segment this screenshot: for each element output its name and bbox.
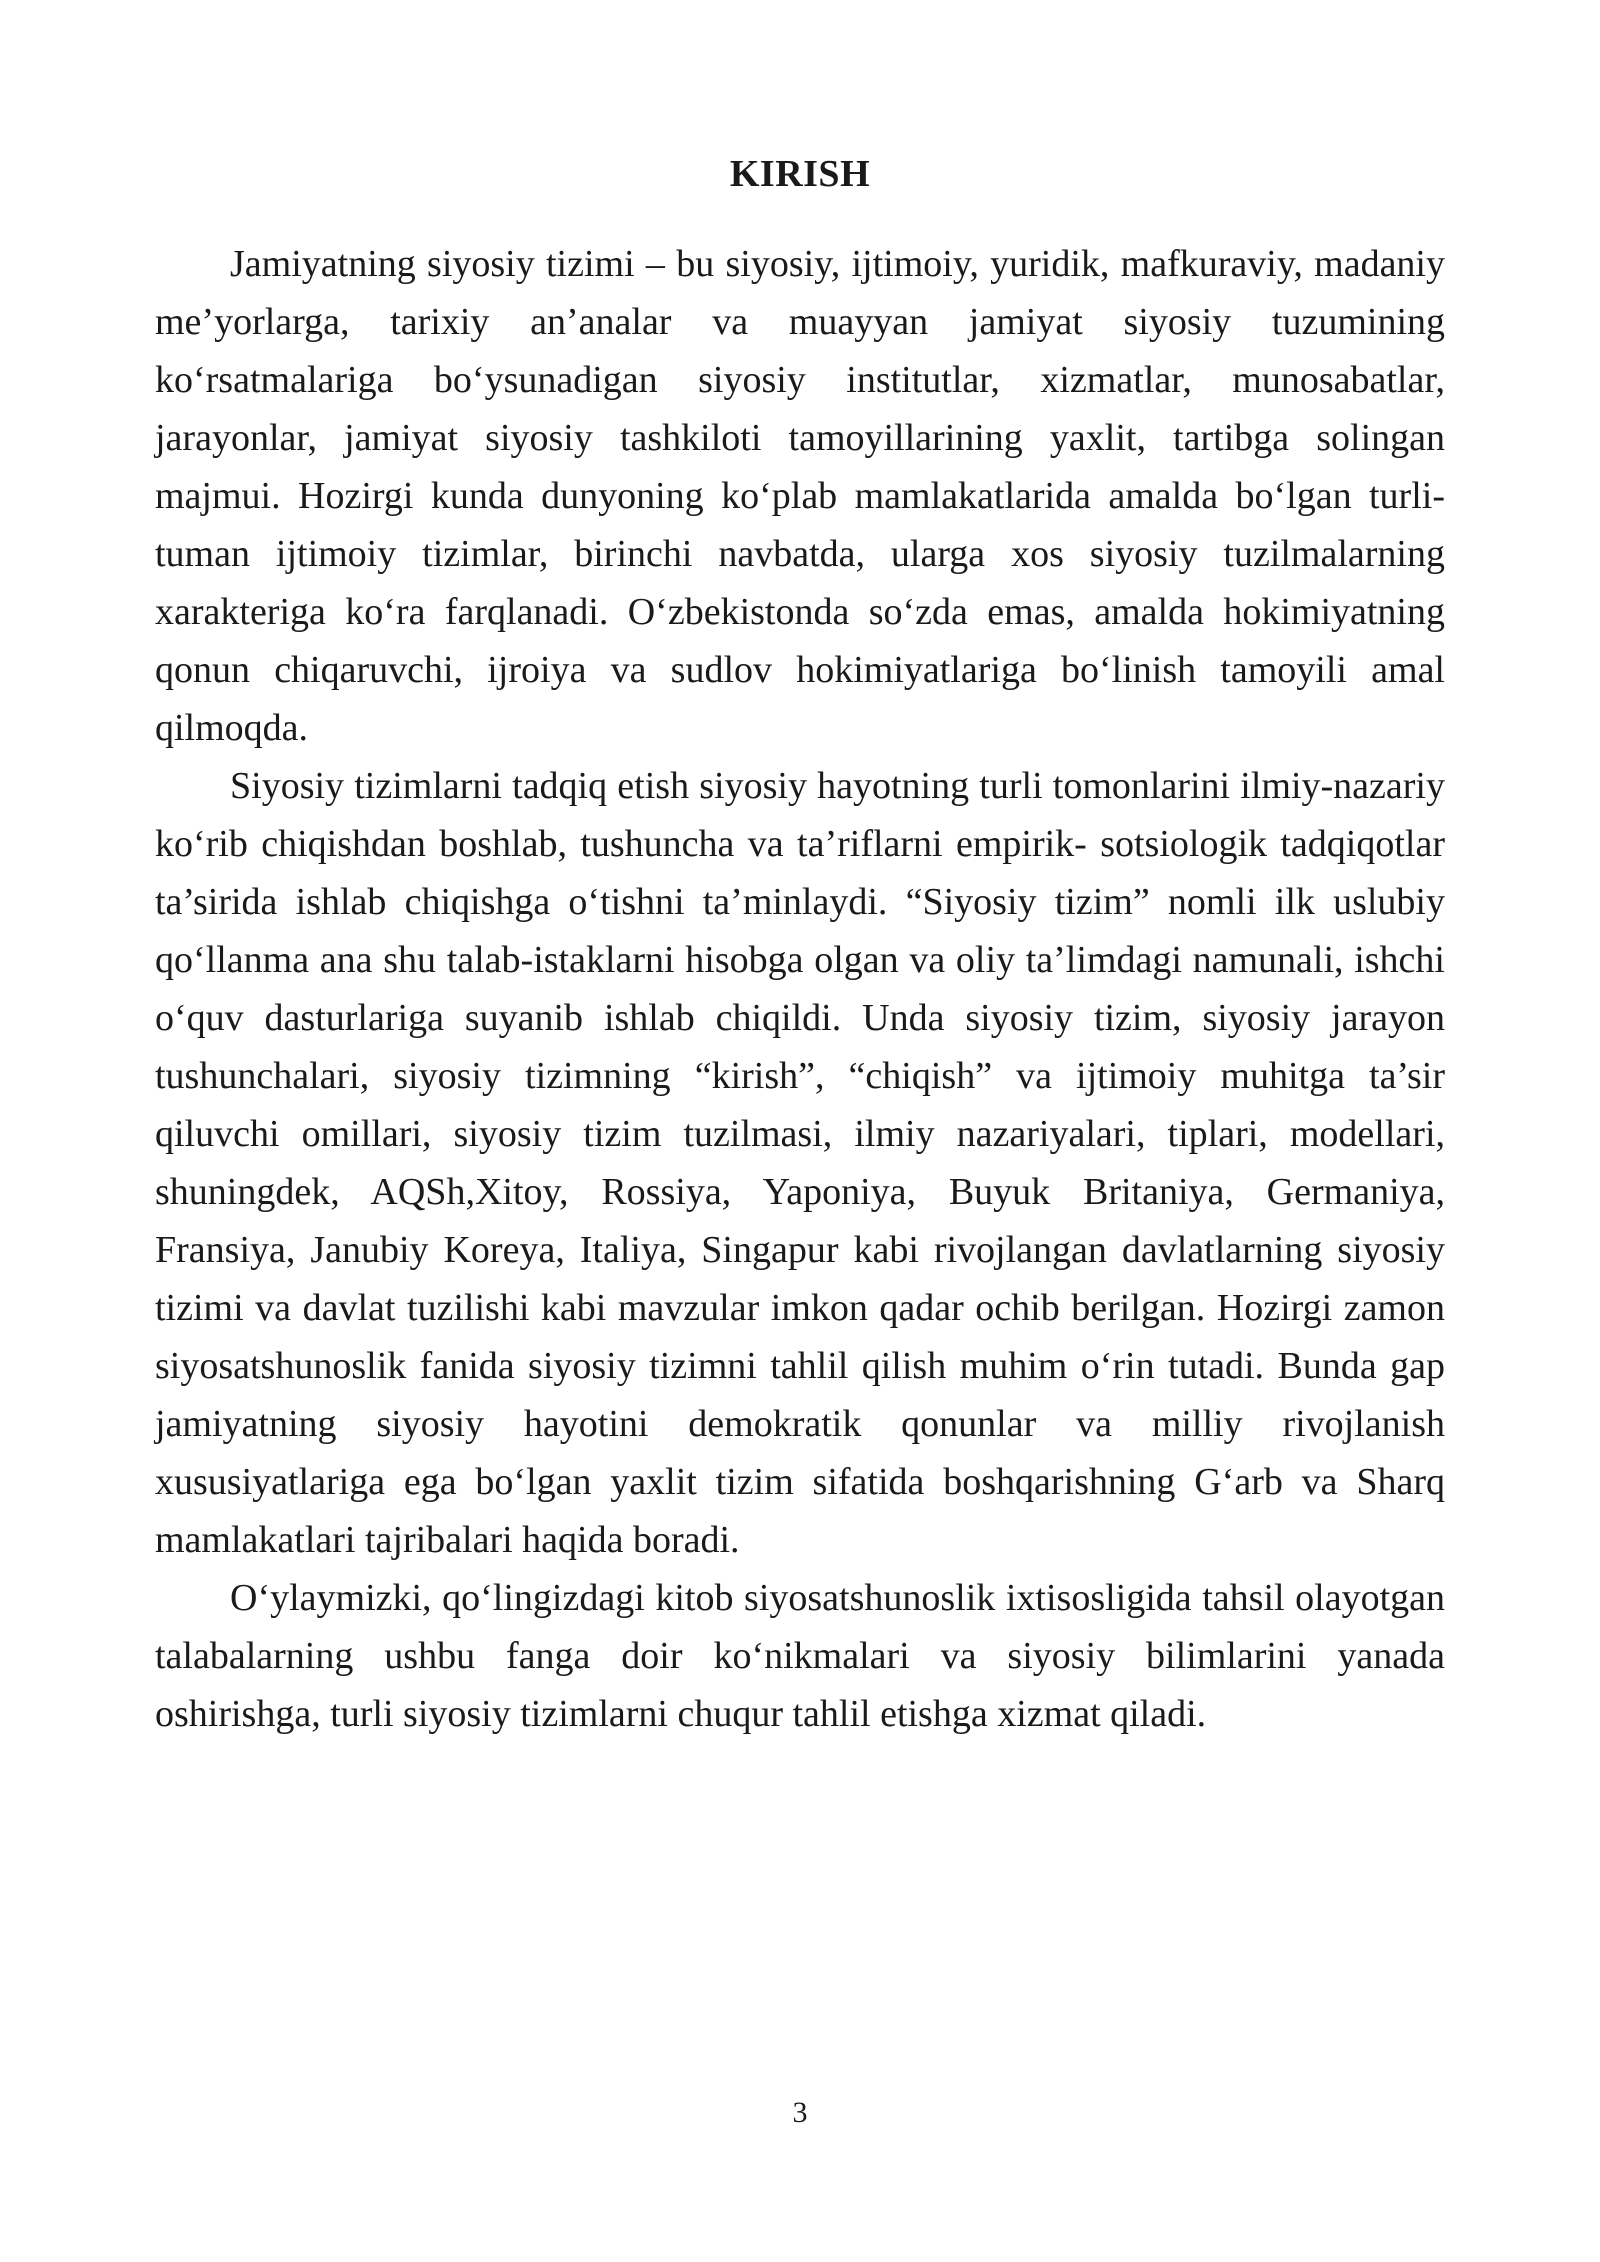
paragraph-2: Siyosiy tizimlarni tadqiq etish siyosiy hayotning turli tomonlarini ilmiy-nazariy ko‘rib chiqishdan boshlab, tushuncha va ta’riflarni empirik- sotsiologik tadqiqotlar ta’sirida ishlab chiqishga o‘tishni ta’minlaydi. “Siyosiy tizim” nomli ilk uslubiy qo‘llanma ana shu talab-istaklarni hisobga olgan va oliy ta’limdagi namunali, ishchi o‘quv dasturlariga suyanib ishlab chiqildi. Unda siyosiy tizim, siyosiy jarayon tushunchalari, siyosiy tizimning “kirish”, “chiqish” va ijtimoiy muhitga ta’sir qiluvchi omillari, siyosiy tizim tuzilmasi, ilmiy nazariyalari, tiplari, modellari, shuningdek, AQSh,Xitoy, Rossiya, Yaponiya, Buyuk Britaniya, Germaniya, Fransiya, Janubiy Koreya, Italiya, Singapur kabi rivojlangan davlatlarning siyosiy tizimi va davlat tuzilishi kabi mavzular imkon qadar ochib berilgan. Hozirgi zamon siyosatshunoslik fanida siyosiy tizimni tahlil qilish muhim o‘rin tutadi. Bunda gap jamiyatning siyosiy hayotini demokratik qonunlar va milliy rivojlanish xususiyatlariga ega bo‘lgan yaxlit tizim sifatida boshqarishning G‘arb va Sharq mamlakatlari tajribalari haqida boradi.: [155, 765, 1445, 1561]
page-title: KIRISH: [729, 153, 871, 195]
page-number: 3: [792, 2096, 808, 2129]
body-text: [155, 235, 1445, 1743]
paragraph-1: Jamiyatning siyosiy tizimi – bu siyosiy, ijtimoiy, yuridik, mafkuraviy, madaniy me’yorlarga, tarixiy an’analar va muayyan jamiyat siyosiy tuzumining ko‘rsatmalariga bo‘ysunadigan siyosiy institutlar, xizmatlar, munosabatlar, jarayonlar, jamiyat siyosiy tashkiloti tamoyillarining yaxlit, tartibga solingan majmui. Hozirgi kunda dunyoning ko‘plab mamlakatlarida amalda bo‘lgan turli-tuman ijtimoiy tizimlar, birinchi navbatda, ularga xos siyosiy tuzilmalarning xarakteriga ko‘ra farqlanadi. O‘zbekistonda so‘zda emas, amalda hokimiyatning qonun chiqaruvchi, ijroiya va sudlov hokimiyatlariga bo‘linish tamoyili amal qilmoqda.: [155, 243, 1445, 749]
paragraph-3: O‘ylaymizki, qo‘lingizdagi kitob siyosatshunoslik ixtisosligida tahsil olayotgan talabalarning ushbu fanga doir ko‘nikmalari va siyosiy bilimlarini yanada oshirishga, turli siyosiy tizimlarni chuqur tahlil etishga xizmat qiladi.: [155, 1577, 1445, 1735]
